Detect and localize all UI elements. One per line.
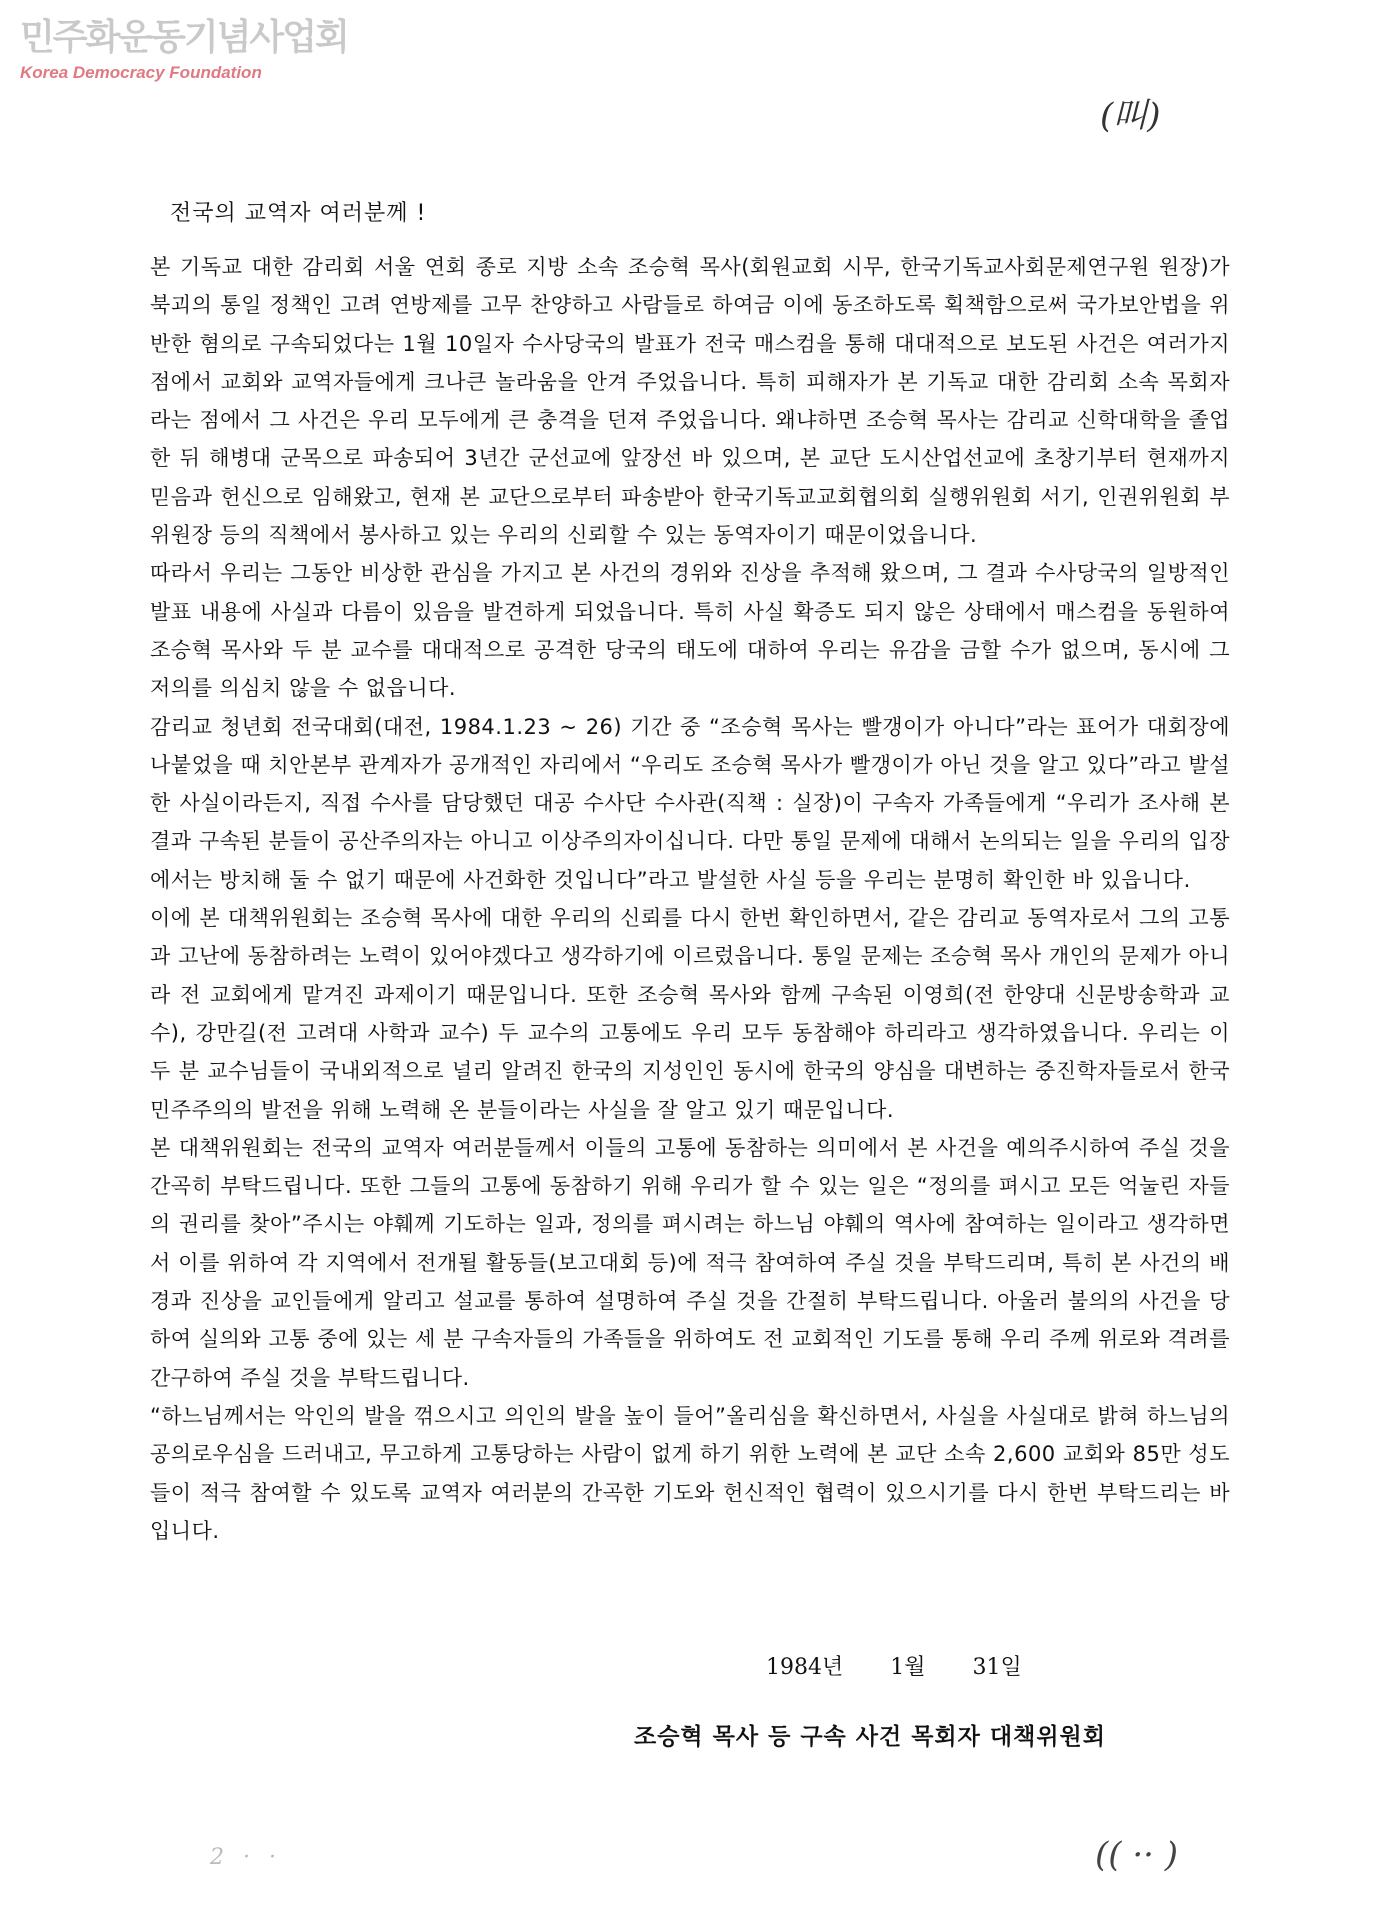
letter-salutation: 전국의 교역자 여러분께 ! <box>170 201 427 226</box>
watermark-english: Korea Democracy Foundation <box>20 63 262 82</box>
letter-date <box>766 1650 1062 1681</box>
watermark-korean: 민주화운동기념사업회 <box>20 17 348 58</box>
paragraph-6: “하느님께서는 악인의 발을 꺾으시고 의인의 발을 높이 들어”올리심을 확신하면서, 사실을 사실대로 밝혀 하느님의 공의로우심을 드러내고, 무고하게 고통당하는 사람이 없게 하기 위한 노력에 본 교단 소속 2,600 교회와 85만 성도들이 적극 참여할 수 있도록 교역자 여러분의 간곡한 기도와 헌신적인 협력이 있으시기를 다시 한번 부탁드리는 바입니다. <box>150 1403 1230 1543</box>
handwritten-mark: (( ·· ) <box>1095 1835 1179 1875</box>
date-month: 1월 <box>890 1655 926 1680</box>
paragraph-5: 본 대책위원회는 전국의 교역자 여러분들께서 이들의 고통에 동참하는 의미에서 본 사건을 예의주시하여 주실 것을 간곡히 부탁드립니다. 또한 그들의 고통에 동참하기 위해 우리가 할 수 있는 일은 “정의를 펴시고 모든 억눌린 자들의 권리를 찾아”주시는 야훼께 기도하는 일과, 정의를 펴시려는 하느님 야훼의 역사에 참여하는 일이라고 생각하면서 이를 위하여 각 지역에서 전개될 활동들(보고대회 등)에 적극 참여하여 주실 것을 부탁드리며, 특히 본 사건의 배경과 진상을 교인들에게 알리고 설교를 통하여 설명하여 주실 것을 간절히 부탁드립니다. 아울러 불의의 사건을 당하여 실의와 고통 중에 있는 세 분 구속자들의 가족들을 위하여도 전 교회적인 기도를 통해 우리 주께 위로와 격려를 간구하여 주실 것을 부탁드립니다. <box>150 1135 1230 1390</box>
handwritten-page-mark: (叫) <box>1100 96 1161 136</box>
faint-handwriting: 2 · · <box>210 1845 282 1870</box>
foundation-watermark <box>20 18 348 84</box>
letter-body <box>150 248 1230 1550</box>
paragraph-2: 따라서 우리는 그동안 비상한 관심을 가지고 본 사건의 경위와 진상을 추적해 왔으며, 그 결과 수사당국의 일방적인 발표 내용에 사실과 다름이 있음을 발견하게 되었읍니다. 특히 사실 확증도 되지 않은 상태에서 매스컴을 동원하여 조승혁 목사와 두 분 교수를 대대적으로 공격한 당국의 태도에 대하여 우리는 유감을 금할 수가 없으며, 동시에 그 저의를 의심치 않을 수 없읍니다. <box>150 561 1230 701</box>
paragraph-1: 본 기독교 대한 감리회 서울 연회 종로 지방 소속 조승혁 목사(회원교회 시무, 한국기독교사회문제연구원 원장)가 북괴의 통일 정책인 고려 연방제를 고무 찬양하고 사람들로 하여금 이에 동조하도록 획책함으로써 국가보안법을 위반한 혐의로 구속되었다는 1월 10일자 수사당국의 발표가 전국 매스컴을 통해 대대적으로 보도된 사건은 여러가지 점에서 교회와 교역자들에게 크나큰 놀라움을 안겨 주었읍니다. 특히 피해자가 본 기독교 대한 감리회 소속 목회자라는 점에서 그 사건은 우리 모두에게 큰 충격을 던져 주었읍니다. 왜냐하면 조승혁 목사는 감리교 신학대학을 졸업한 뒤 해병대 군목으로 파송되어 3년간 군선교에 앞장선 바 있으며, 본 교단 도시산업선교에 초창기부터 현재까지 믿음과 헌신으로 임해왔고, 현재 본 교단으로부터 파송받아 한국기독교교회협의회 실행위원회 서기, 인권위원회 부위원장 등의 직책에서 봉사하고 있는 우리의 신뢰할 수 있는 동역자이기 때문이었읍니다. <box>150 255 1230 548</box>
letter-signature: 조승혁 목사 등 구속 사건 목회자 대책위원회 <box>634 1724 1106 1750</box>
date-day: 31일 <box>972 1655 1022 1680</box>
date-year: 1984년 <box>766 1655 844 1680</box>
paragraph-3: 감리교 청년회 전국대회(대전, 1984.1.23 ~ 26) 기간 중 “조승혁 목사는 빨갱이가 아니다”라는 표어가 대회장에 나붙었을 때 치안본부 관계자가 공개적인 자리에서 “우리도 조승혁 목사가 빨갱이가 아닌 것을 알고 있다”라고 발설한 사실이라든지, 직접 수사를 담당했던 대공 수사단 수사관(직책 : 실장)이 구속자 가족들에게 “우리가 조사해 본 결과 구속된 분들이 공산주의자는 아니고 이상주의자이십니다. 다만 통일 문제에 대해서 논의되는 일을 우리의 입장에서는 방치해 둘 수 없기 때문에 사건화한 것입니다”라고 발설한 사실 등을 우리는 분명히 확인한 바 있읍니다. <box>150 714 1230 892</box>
paragraph-4: 이에 본 대책위원회는 조승혁 목사에 대한 우리의 신뢰를 다시 한번 확인하면서, 같은 감리교 동역자로서 그의 고통과 고난에 동참하려는 노력이 있어야겠다고 생각하기에 이르렀읍니다. 통일 문제는 조승혁 목사 개인의 문제가 아니라 전 교회에게 맡겨진 과제이기 때문입니다. 또한 조승혁 목사와 함께 구속된 이영희(전 한양대 신문방송학과 교수), 강만길(전 고려대 사학과 교수) 두 교수의 고통에도 우리 모두 동참해야 하리라고 생각하였읍니다. 우리는 이 두 분 교수님들이 국내외적으로 널리 알려진 한국의 지성인인 동시에 한국의 양심을 대변하는 중진학자들로서 한국 민주주의의 발전을 위해 노력해 온 분들이라는 사실을 잘 알고 있기 때문입니다. <box>150 906 1230 1122</box>
